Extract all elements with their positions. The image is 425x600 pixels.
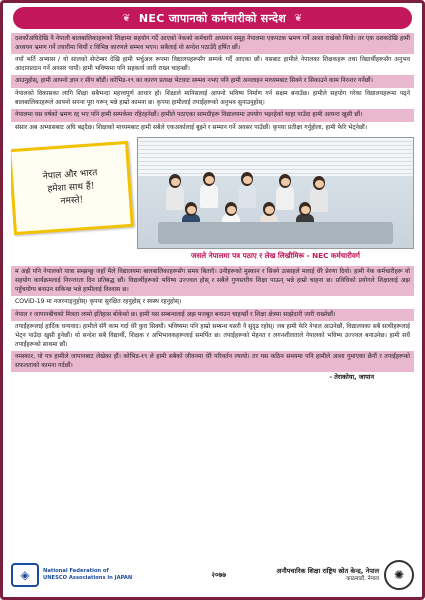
paragraph: नेपाल र जापानबीचको मित्रता लामो इतिहास बोकेको छ। हामी यस सम्बन्धलाई अझ मजबुत बनाउन चाहन्छौं र शिक्षा क्षेत्रमा साझेदारी जारी राख्नेछौं।	[11, 309, 414, 322]
photo-section	[11, 137, 414, 263]
window-blinds	[138, 138, 413, 176]
paragraph: नेपालको विकासका लागि शिक्षा सबैभन्दा महत्त्वपूर्ण आधार हो। शिक्षाले मानिसलाई आफ्नो भविष्य निर्माण गर्न सक्षम बनाउँछ। हामीले सहयोग गरेका विद्यालयहरूमा पढ्ने बालबालिकाहरूले आफ्नो सपना पूरा गरून् भन्ने हाम्रो कामना छ। कृपया हामीलाई तपाईंहरूको अनुभव सुनाउनुहोस्।	[11, 88, 414, 109]
person-face	[187, 206, 196, 214]
person-face	[281, 178, 290, 186]
person-face	[171, 178, 180, 186]
person	[238, 184, 256, 208]
page-number: २०७७	[211, 570, 226, 579]
article-body	[11, 33, 414, 551]
person-face	[227, 206, 236, 214]
unesco-logo-icon: ◈	[11, 563, 39, 587]
paragraph: नमस्कार, यो पत्र हामीले जापानबाट लेखेका हौं। कोभिड-१९ ले हामी सबैको जीवनमा धेरै परिवर्तन ल्यायो। तर यस कठिन समयमा पनि हामीले आशा गुमाएका छैनौं र तपाईंहरूको सफलताको कामना गर्दछौं।	[11, 351, 414, 372]
federation-name-line: UNESCO Associations in JAPAN	[43, 575, 133, 581]
paragraph: म अझै पनि नेपालको यात्रा सम्झन्छु जहाँ मैले विद्यालयमा बालबालिकाहरूसँग समय बिताएँ। उनीहरूको मुस्कान र सिक्ने उत्साहले मलाई धेरै प्रेरणा दियो। हामी नेक कर्मचारीहरू यो सहयोग कार्यक्रमलाई निरन्तरता दिन प्रतिबद्ध छौं। विद्यार्थीहरूको भविष्य उज्ज्वल होस् र सबैले गुणस्तरीय शिक्षा पाऊन् भन्ने हाम्रो चाहना छ। प्रविधिको प्रयोगले शिक्षालाई अझ पहुँचयोग्य बनाउन सकिन्छ भन्ने हामीलाई विश्वास छ।	[11, 266, 414, 296]
resource-centre-name	[276, 567, 379, 583]
emblem-icon: ✺	[384, 560, 414, 590]
person	[200, 184, 218, 208]
page-title: NEC जापानको कर्मचारीको सन्देश	[138, 11, 287, 25]
staff-group-photo	[137, 137, 414, 249]
paragraph: आउनुहोस्, हामी आफ्नो ज्ञान र सीप बाँडौं। कोभिड-१९ का कारण प्रत्यक्ष भेटघाट सम्भव नभए पनि हामी अनलाइन माध्यमबाट सिक्ने र सिकाउने काम निरन्तर गर्नेछौं।	[11, 75, 414, 88]
staff-photo-wrap	[137, 137, 414, 263]
page-title-bar	[13, 7, 412, 29]
person	[276, 186, 294, 210]
person-face	[301, 206, 310, 214]
handwritten-note	[11, 141, 134, 235]
paragraph: नयाँ भर्ति अभ्यास / यो सालको सेप्टेम्बर देखि हामी भर्चुअल रूपमा विद्यालयहरूसँग सम्पर्क गर्दै आएका छौं। यसबाट हामीले नेपालका शिक्षकहरू तथा विद्यार्थीहरूसँग अनुभव आदानप्रदान गर्ने अवसर पायौं। हामी भविष्यमा पनि सहकार्य जारी राख्न चाहन्छौं।	[11, 54, 414, 75]
resource-centre-city: काठमाडौं, नेपाल	[346, 576, 379, 582]
meeting-table	[158, 222, 393, 244]
paragraph: नेपालमा यस वर्षको भ्रमण रद्द भए पनि हामी सम्पर्कमा रहिरहनेछौं। हामीले पठाएका सामग्रीहरू विद्यालयमा उपयोग भइरहेको थाहा पाउँदा हामी अत्यन्त खुसी छौं।	[11, 109, 414, 122]
photo-caption: जसले नेपालमा पत्र पठाए र लेख लिखीमिरू - NEC कर्मचारीवर्ग	[137, 249, 414, 263]
person	[310, 188, 328, 212]
paragraph: दशकौंअघिदेखि नै नेपाली बालबालिकाहरूको शिक्षामा सहयोग गर्दै आएको नेकको कर्मचारी अध्ययन समूह नेपालमा एकपटक भ्रमण गर्ने आशा राखेको थियो। तर एक दशकदेखि हामी अध्ययन भ्रमण गर्ने तयारीमा थियौं र विभिन्न कारणले सम्भव भएन। सबैलाई यो सन्देश पठाउँदै हर्षित छौं।	[11, 33, 414, 54]
person	[166, 186, 184, 210]
person-face	[243, 176, 252, 184]
person-face	[265, 206, 274, 214]
person-face	[315, 180, 324, 188]
unesco-federation-logo	[11, 563, 161, 587]
note-line: नमस्ते!	[60, 195, 84, 207]
resource-centre-line: अनौपचारिक शिक्षा राष्ट्रिय स्रोत केन्द्र, नेपाल	[276, 567, 379, 575]
flourish-left-icon: ❦	[122, 12, 131, 24]
nrc-nfe-logo	[276, 560, 414, 590]
paragraph: तपाईंहरूलाई हार्दिक धन्यवाद। हामीले सँगै काम गर्दा धेरै कुरा सिक्यौं। भविष्यमा पनि हाम्रो सम्बन्ध यसरी नै सुदृढ रहोस्। जब हामी फेरि नेपाल आउनेछौं, विद्यालयका सबै साथीहरूलाई भेट्न पाउँदा खुसी हुनेछौं। यो सन्देश सबै विद्यार्थी, शिक्षक र अभिभावकहरूलाई समर्पित छ। तपाईंहरूको मेहनत र लगनशीलताले नेपालको भविष्य उज्ज्वल बनाउनेछ। हामी सधैं तपाईंहरूको साथमा छौं।	[11, 321, 414, 351]
paragraph: संसार अब अभ्यासबाट अघि बढ्दैछ। शिक्षाको माध्यमबाट हामी सबैले एकअर्कालाई बुझ्ने र सम्मान गर्ने अवसर पाउँछौं। कृपया प्रतीक्षा गर्नुहोला, हामी फेरि भेट्नेछौं।	[11, 122, 414, 135]
federation-name-line: National Federation of	[43, 568, 109, 575]
note-line: हमेशा साथ हैं!	[47, 181, 95, 195]
author-signature: - तेराकोया, जापान	[329, 373, 374, 382]
flourish-right-icon: ❦	[294, 12, 303, 24]
person-face	[205, 176, 214, 184]
note-line: नेपाल और भारत	[42, 167, 98, 182]
federation-name	[43, 568, 132, 581]
paragraph: COVID-19 मा नजरनाङ्नुहोस्। कृपया सुरक्षित रहनुहोस् र स्वस्थ रहनुहोस्।	[11, 296, 414, 309]
page-footer	[3, 553, 422, 597]
